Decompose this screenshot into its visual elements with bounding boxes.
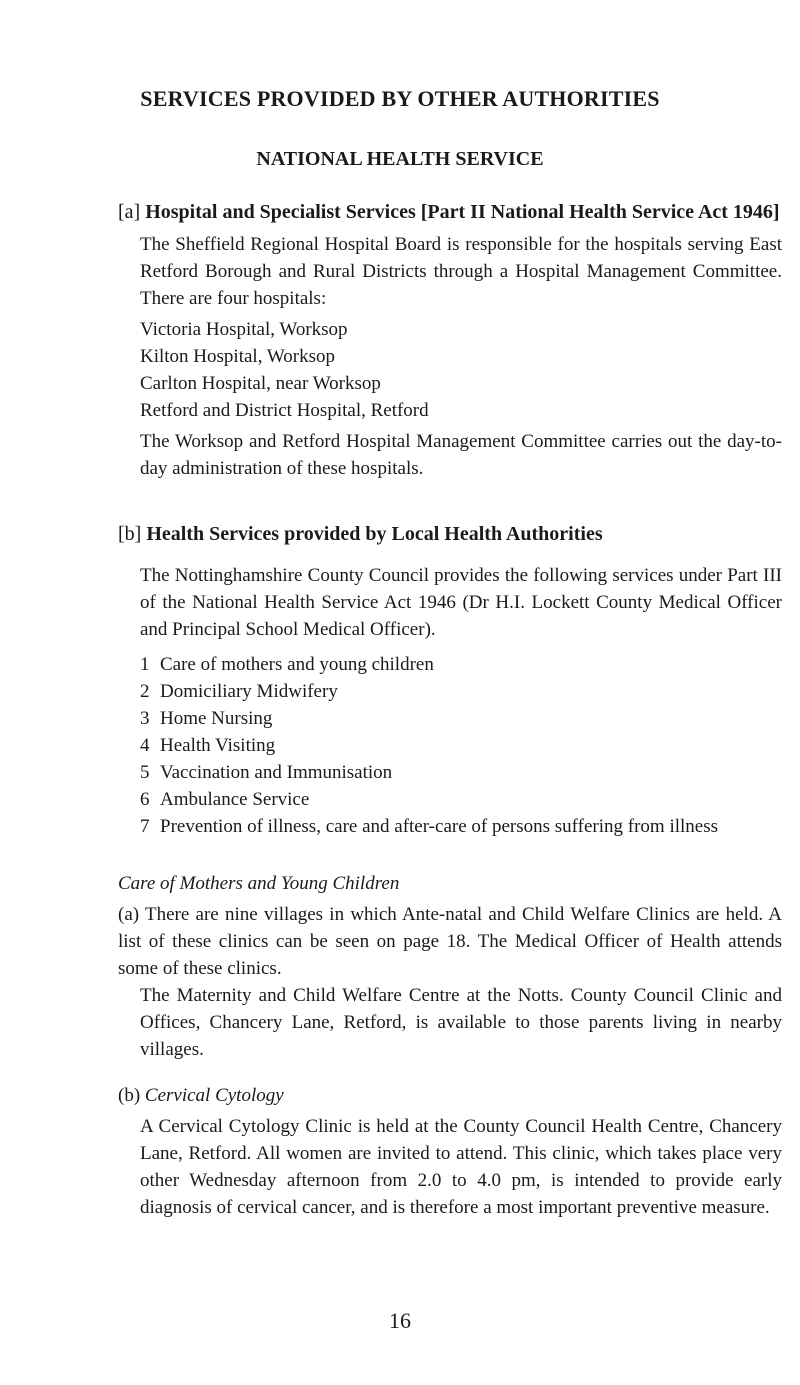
- hospital-item: Victoria Hospital, Worksop: [140, 319, 348, 340]
- page-title: SERVICES PROVIDED BY OTHER AUTHORITIES: [140, 86, 660, 111]
- care-of-mothers-heading: Care of Mothers and Young Children: [118, 873, 400, 894]
- page-subtitle: NATIONAL HEALTH SERVICE: [256, 148, 544, 170]
- service-item: 1 Care of mothers and young children: [140, 654, 434, 675]
- services-list: [140, 651, 782, 840]
- service-item: 3 Home Nursing: [140, 708, 273, 729]
- section-a-intro: The Sheffield Regional Hospital Board is responsible for the hospitals serving East Retford Borough and Rural Districts through a Hospital Management Committee. There are four hospitals:: [140, 234, 782, 309]
- service-item: 4 Health Visiting: [140, 735, 276, 756]
- page-number: 16: [389, 1308, 411, 1333]
- section-b: [118, 520, 782, 840]
- section-a-heading: [118, 198, 782, 226]
- section-b-heading: [118, 520, 782, 548]
- section-b-intro: The Nottinghamshire County Council provides the following services under Part III of the National Health Service Act 1946 (Dr H.I. Lockett County Medical Officer and Principal School Medical Officer).: [140, 565, 782, 640]
- cervical-body: A Cervical Cytology Clinic is held at the County Council Health Centre, Chancery Lane, Retford. All women are invited to attend. This clinic, which takes place very other Wednesday afternoon from 2.0 to 4.0 pm, is intended to provide early diagnosis of cervical cancer, and is therefore a most important preventive measure.: [140, 1116, 782, 1218]
- care-of-mothers-para-a: (a) There are nine villages in which Ante-natal and Child Welfare Clinics are held. A list of these clinics can be seen on page 18. The Medical Officer of Health attends some of these clinics.: [118, 904, 782, 979]
- section-a-closing: The Worksop and Retford Hospital Management Committee carries out the day-to-day administration of these hospitals.: [140, 431, 782, 479]
- hospital-item: Retford and District Hospital, Retford: [140, 400, 429, 421]
- care-of-mothers-section: [118, 870, 782, 1063]
- section-a-title: Hospital and Specialist Services [Part II National Health Service Act 1946]: [145, 201, 780, 223]
- service-item: 2 Domiciliary Midwifery: [140, 681, 338, 702]
- hospital-list: [140, 316, 782, 424]
- section-b-title: Health Services provided by Local Health Authorities: [146, 523, 603, 545]
- hospital-item: Carlton Hospital, near Worksop: [140, 373, 381, 394]
- service-item: 6 Ambulance Service: [140, 789, 310, 810]
- cervical-heading: (b) Cervical Cytology: [118, 1085, 284, 1106]
- service-item: 5 Vaccination and Immunisation: [140, 762, 393, 783]
- section-b-tag: [b]: [118, 523, 142, 545]
- service-item: 7 Prevention of illness, care and after-care of persons suffering from illness: [140, 816, 718, 837]
- hospital-item: Kilton Hospital, Worksop: [140, 346, 335, 367]
- section-a-tag: [a]: [118, 201, 141, 223]
- section-a: [118, 198, 782, 482]
- care-of-mothers-para-a2: The Maternity and Child Welfare Centre at the Notts. County Council Clinic and Offices, Chancery Lane, Retford, is available to those parents living in nearby villages.: [140, 985, 782, 1060]
- cervical-cytology-section: [118, 1082, 782, 1221]
